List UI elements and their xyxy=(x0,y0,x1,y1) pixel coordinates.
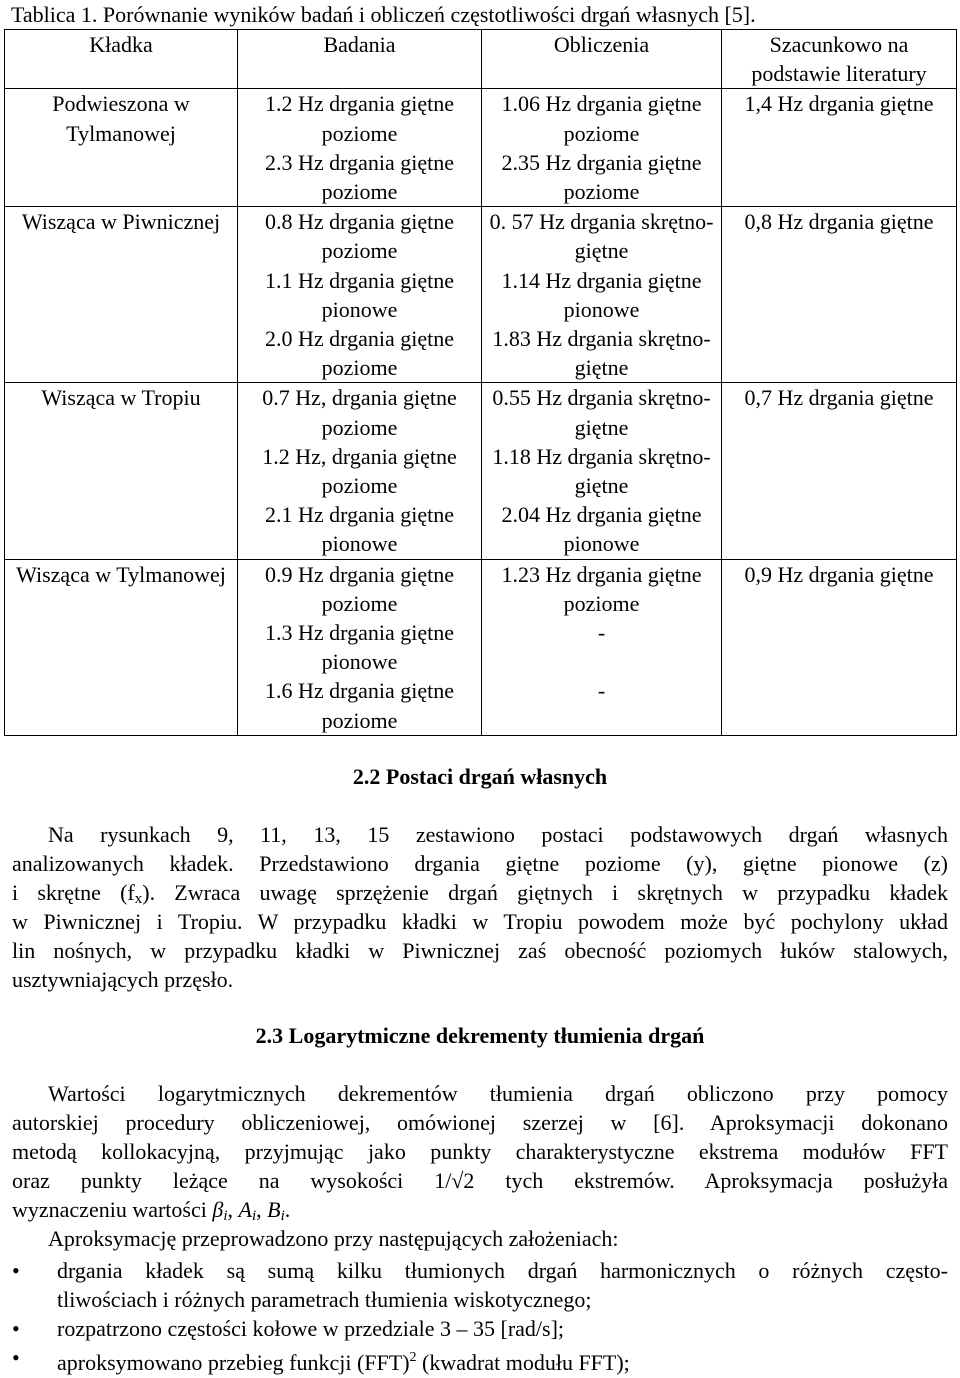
table-cell-calc: 0.55 Hz drgania skrętno-giętne xyxy=(482,383,722,442)
table-cell-test: 1.3 Hz drgania giętne pionowe xyxy=(238,618,482,676)
list-item xyxy=(0,1343,960,1377)
paragraph-mode-shapes xyxy=(12,820,948,995)
table-cell-lit xyxy=(722,324,957,383)
subscript: i xyxy=(223,1208,228,1225)
bullet-icon: • xyxy=(12,1258,20,1283)
list-line xyxy=(57,1343,948,1377)
table-cell-test: 2.0 Hz drgania giętne poziome xyxy=(238,324,482,383)
table-row xyxy=(5,266,957,324)
table-cell-calc: 1.83 Hz drgania skrętno-giętne xyxy=(482,324,722,383)
table-cell-test: 0.8 Hz drgania giętne poziome xyxy=(238,207,482,266)
table-cell-test: 1.2 Hz, drgania giętne poziome xyxy=(238,442,482,500)
para-line: Aproksymację przeprowadzono przy następujących założeniach: xyxy=(48,1226,619,1252)
table-row xyxy=(5,676,957,735)
para-line: analizowanych kładek. Przedstawiono drgania giętne poziome (y), giętne pionowe (z) xyxy=(12,851,948,877)
para-line: autorskiej procedury obliczeniowej, omówionej szerzej w [6]. Aproksymacji dokonano xyxy=(12,1110,948,1136)
text-fragment: i skrętne (f xyxy=(12,880,135,906)
table-cell-bridge xyxy=(5,324,238,383)
table-row xyxy=(5,383,957,442)
subscript: x xyxy=(134,891,143,908)
table-cell-test: 1.6 Hz drgania giętne poziome xyxy=(238,676,482,735)
table-cell-calc: 1.06 Hz drgania giętne poziome xyxy=(482,89,722,148)
para-line: usztywniających przęsło. xyxy=(12,967,234,993)
table-cell-calc: 1.23 Hz drgania giętne poziome xyxy=(482,559,722,618)
table-row xyxy=(5,500,957,559)
table-cell-test: 0.9 Hz drgania giętne poziome xyxy=(238,559,482,618)
table-cell-calc: - xyxy=(482,618,722,676)
table-cell-bridge xyxy=(5,618,238,676)
table-caption: Tablica 1. Porównanie wyników badań i obliczeń częstotliwości drgań własnych [5]. xyxy=(11,2,756,27)
table-cell-lit xyxy=(722,148,957,207)
symbol-b: B xyxy=(267,1197,281,1223)
column-header: Szacunkowo na podstawie literatury xyxy=(722,30,957,89)
table-cell-bridge xyxy=(5,442,238,500)
table-header-row xyxy=(5,30,957,89)
table-cell-lit: 0,9 Hz drgania giętne xyxy=(722,559,957,618)
para-line xyxy=(12,878,948,907)
results-table xyxy=(4,29,957,736)
table-cell-test: 1.1 Hz drgania giętne pionowe xyxy=(238,266,482,324)
table-cell-lit xyxy=(722,676,957,735)
text-fragment: (kwadrat modułu FFT); xyxy=(416,1350,630,1376)
column-header: Badania xyxy=(238,30,482,89)
table-cell-lit: 0,7 Hz drgania giętne xyxy=(722,383,957,442)
table-cell-lit: 1,4 Hz drgania giętne xyxy=(722,89,957,148)
table-row xyxy=(5,324,957,383)
table-cell-test: 1.2 Hz drgania giętne poziome xyxy=(238,89,482,148)
table-cell-test: 2.3 Hz drgania giętne poziome xyxy=(238,148,482,207)
bullet-icon: • xyxy=(12,1316,20,1342)
table-cell-calc: 0. 57 Hz drgania skrętno-giętne xyxy=(482,207,722,266)
subscript: i xyxy=(280,1208,285,1225)
bullet-icon: • xyxy=(12,1345,20,1371)
subscript: i xyxy=(251,1208,257,1225)
column-header: Obliczenia xyxy=(482,30,722,89)
table-cell-lit xyxy=(722,442,957,500)
para-line: metodą kollokacyjną, przyjmując jako punkty charakterystyczne ekstrema modułów FFT xyxy=(12,1139,948,1165)
table-cell-lit xyxy=(722,500,957,559)
para-line: Na rysunkach 9, 11, 13, 15 zestawiono postaci podstawowych drgań własnych xyxy=(48,822,948,847)
table-row xyxy=(5,442,957,500)
table-row xyxy=(5,559,957,618)
table-cell-bridge: Wisząca w Piwnicznej xyxy=(5,207,238,266)
symbol-a: A xyxy=(238,1197,252,1223)
superscript: 2 xyxy=(409,1350,417,1366)
table-cell-calc: 1.18 Hz drgania skrętno-giętne xyxy=(482,442,722,500)
para-line: Wartości logarytmicznych dekrementów tłumienia drgań obliczono przy pomocy xyxy=(48,1081,948,1106)
list-line: rozpatrzono częstości kołowe w przedziale 3 – 35 [rad/s]; xyxy=(57,1316,565,1342)
text-fragment: aproksymowano przebieg funkcji (FFT) xyxy=(57,1350,410,1376)
table-cell-calc: 2.35 Hz drgania giętne poziome xyxy=(482,148,722,207)
table-cell-calc: 1.14 Hz drgania giętne pionowe xyxy=(482,266,722,324)
table-cell-lit xyxy=(722,618,957,676)
table-row xyxy=(5,618,957,676)
table-cell-bridge: Podwieszona w Tylmanowej xyxy=(5,89,238,148)
text-fragment: oraz punkty leżące na wysokości 1/ xyxy=(12,1168,452,1194)
table-cell-bridge: Wisząca w Tropiu xyxy=(5,383,238,442)
table-row xyxy=(5,89,957,148)
table-cell-bridge xyxy=(5,266,238,324)
table-cell-test: 2.1 Hz drgania giętne pionowe xyxy=(238,500,482,559)
table-cell-lit: 0,8 Hz drgania giętne xyxy=(722,207,957,266)
beta-symbol: β xyxy=(212,1197,224,1223)
list-line: drgania kładek są sumą kilku tłumionych drgań harmonicznych o różnych często- xyxy=(57,1258,948,1283)
table-row xyxy=(5,148,957,207)
sqrt-symbol: √ xyxy=(451,1168,464,1194)
table-cell-bridge xyxy=(5,676,238,735)
table-cell-bridge xyxy=(5,148,238,207)
assumption-list xyxy=(0,1256,960,1377)
column-header: Kładka xyxy=(5,30,238,89)
para-line xyxy=(12,1166,948,1195)
list-item xyxy=(0,1314,960,1343)
text-fragment: 2 tych ekstremów. Aproksymacja posłużyła xyxy=(463,1168,949,1194)
para-line: w Piwnicznej i Tropiu. W przypadku kładki w Tropiu powodem może być pochylony układ xyxy=(12,909,948,935)
section-heading-2-2: 2.2 Postaci drgań własnych xyxy=(352,764,608,789)
table-cell-test: 0.7 Hz, drgania giętne poziome xyxy=(238,383,482,442)
list-item xyxy=(0,1256,960,1314)
table-cell-calc: - xyxy=(482,676,722,735)
table-row xyxy=(5,207,957,266)
table-cell-bridge: Wisząca w Tylmanowej xyxy=(5,559,238,618)
table-cell-bridge xyxy=(5,500,238,559)
table-cell-lit xyxy=(722,266,957,324)
para-line: lin nośnych, w przypadku kładki w Piwnicznej zaś obecność poziomych łuków stalowych, xyxy=(12,938,948,964)
text-fragment: ). Zwraca uwagę sprzężenie drgań giętnych i skrętnych w przypadku kładek xyxy=(142,880,948,906)
text-fragment: wyznaczeniu wartości xyxy=(12,1197,213,1223)
para-line: wyznaczeniu wartości $\beta_i$, $A_i$, $B_i$. xyxy=(12,1197,291,1225)
paragraph-damping xyxy=(12,1079,948,1254)
text-fragment: . xyxy=(284,1197,291,1223)
section-heading-2-3: 2.3 Logarytmiczne dekrementy tłumienia drgań xyxy=(255,1023,705,1048)
list-line: tliwościach i różnych parametrach tłumienia wiskotycznego; xyxy=(57,1287,592,1313)
table-cell-calc: 2.04 Hz drgania giętne pionowe xyxy=(482,500,722,559)
